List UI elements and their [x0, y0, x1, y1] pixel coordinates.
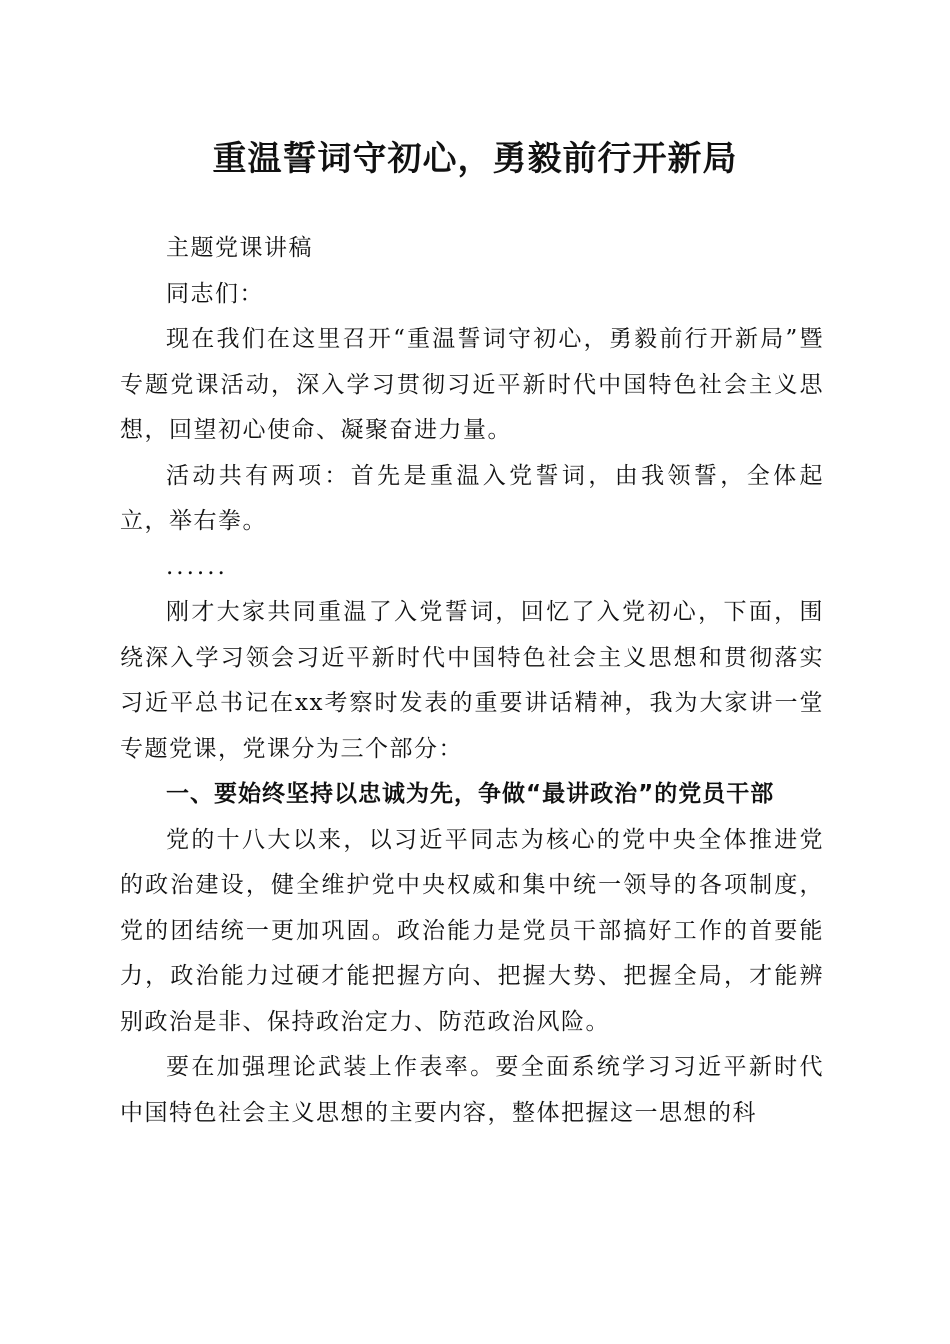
document-title: 重温誓词守初心，勇毅前行开新局: [212, 139, 738, 179]
subtitle-paragraph: 主题党课讲稿: [166, 235, 313, 261]
section-heading: 一、要始终坚持以忠诚为先，争做“最讲政治”的党员干部: [166, 781, 775, 807]
body-paragraph: 要在加强理论武装上作表率。要全面系统学习习近平新时代中国特色社会主义思想的主要内容，整体把握这一思想的科: [120, 1054, 824, 1126]
document-body: [120, 226, 824, 1136]
body-paragraph: 党的十八大以来，以习近平同志为核心的党中央全体推进党的政治建设，健全维护党中央权威和集中统一领导的各项制度，党的团结统一更加巩固。政治能力是党员干部搞好工作的首要能力，政治能力过硬才能把握方向、把握大势、把握全局，才能辨别政治是非、保持政治定力、防范政治风险。: [120, 826, 824, 1035]
body-paragraph: 刚才大家共同重温了入党誓词，回忆了入党初心，下面，围绕深入学习领会习近平新时代中国特色社会主义思想和贯彻落实习近平总书记在xx考察时发表的重要讲话精神，我为大家讲一堂专题党课，党课分为三个部分：: [120, 599, 824, 762]
body-paragraph: 活动共有两项：首先是重温入党誓词，由我领誓，全体起立，举右拳。: [120, 462, 824, 534]
ellipsis-paragraph: ......: [166, 553, 228, 580]
salutation-paragraph: 同志们：: [166, 280, 264, 307]
body-paragraph: 现在我们在这里召开“重温誓词守初心，勇毅前行开新局”暨专题党课活动，深入学习贯彻习近平新时代中国特色社会主义思想，回望初心使命、凝聚奋进力量。: [120, 326, 824, 443]
